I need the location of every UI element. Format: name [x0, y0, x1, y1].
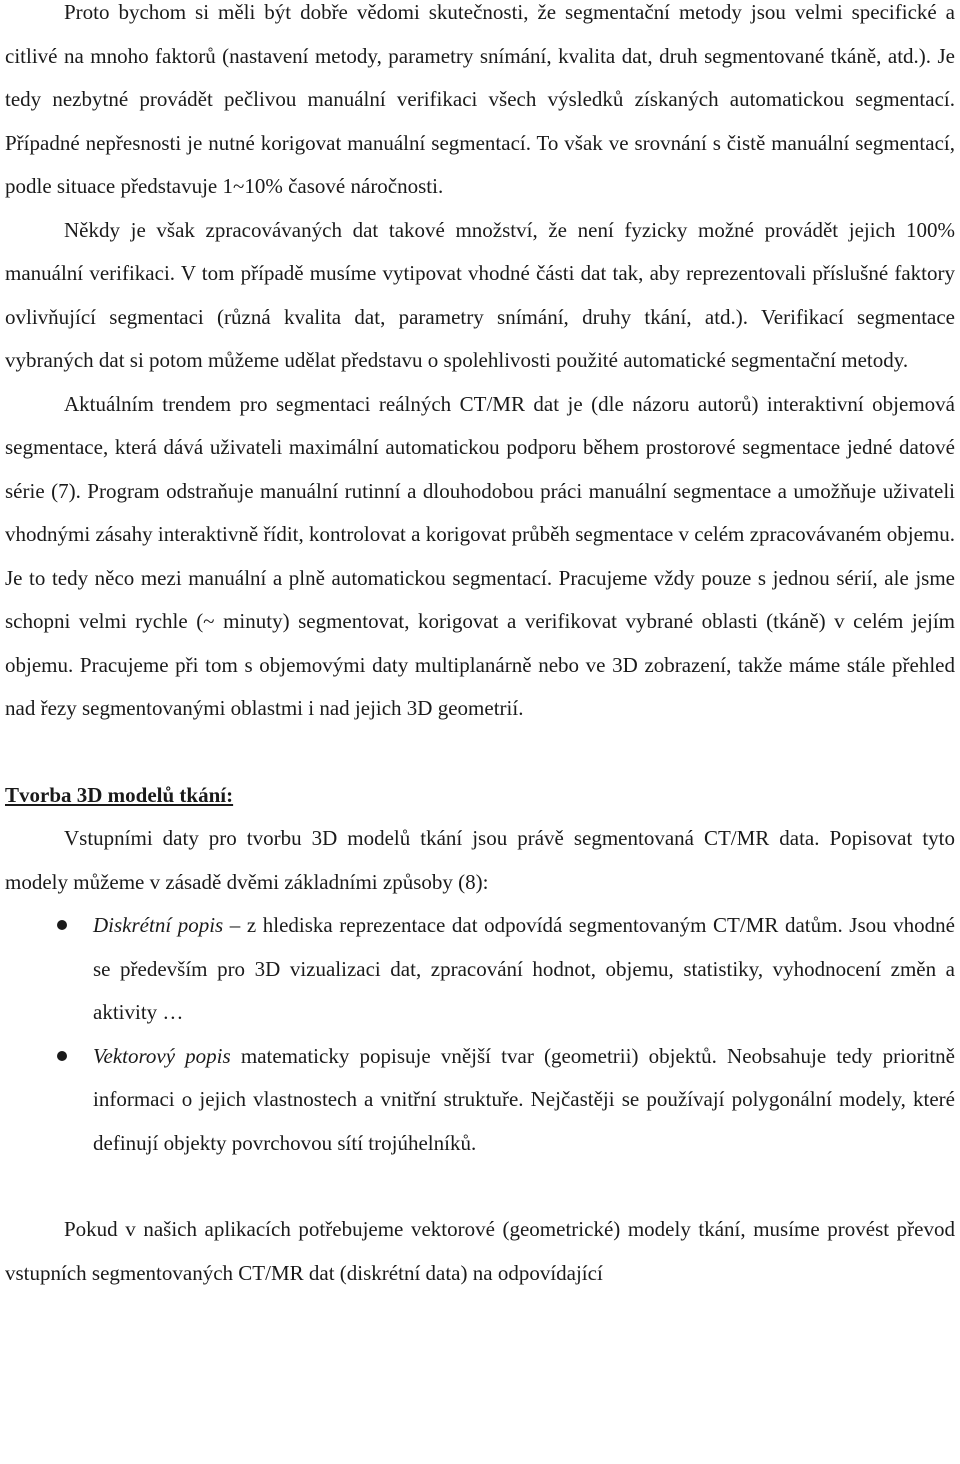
bullet-icon	[57, 920, 67, 930]
list-item	[5, 904, 955, 1035]
document-page	[5, 0, 955, 1295]
list-item-term: Diskrétní popis	[93, 913, 224, 937]
paragraph-vector-conversion: Pokud v našich aplikacích potřebujeme vektorové (geometrické) modely tkání, musíme provést převod vstupních segmentovaných CT/MR dat (diskrétní data) na odpovídající	[5, 1217, 955, 1285]
list-item-text: – z hlediska reprezentace dat odpovídá segmentovaným CT/MR datům. Jsou vhodné se především pro 3D vizualizaci dat, zpracování hodnot, objemu, statistiky, vyhodnocení změn a aktivity …	[93, 913, 955, 1024]
paragraph-partial-verification: Někdy je však zpracovávaných dat takové množství, že není fyzicky možné provádět jejich 100% manuální verifikaci. V tom případě musíme vytipovat vhodné části dat tak, aby reprezentovali příslušné faktory ovlivňující segmentaci (různá kvalita dat, parametry snímání, druhy tkání, atd.). Verifikací segmentace vybraných dat si potom můžeme udělat představu o spolehlivosti použité automatické segmentační metody.	[5, 217, 955, 372]
section-heading: Tvorba 3D modelů tkání:	[5, 782, 234, 807]
paragraph-interactive-segmentation: Aktuálním trendem pro segmentaci reálných CT/MR dat je (dle názoru autorů) interaktivní objemová segmentace, která dává uživateli maximální automatickou podporu během prostorové segmentace jedné datové série (7). Program odstraňuje manuální rutinní a dlouhodobou práci manuální segmentace a umožňuje uživateli vhodnými zásahy interaktivně řídit, kontrolovat a korigovat průběh segmentace v celém zpracovávaném objemu. Je to tedy něco mezi manuální a plně automatickou segmentací. Pracujeme vždy pouze s jednou sérií, ale jsme schopni velmi rychle (~ minuty) segmentovat, korigovat a verifikovat vybrané oblasti (tkáně) v celém jejím objemu. Pracujeme při tom s objemovými daty multiplanárně nebo ve 3D zobrazení, takže máme stále přehled nad řezy segmentovanými oblastmi i nad jejich 3D geometrií.	[5, 391, 955, 720]
list-item-term: Vektorový popis	[93, 1043, 231, 1068]
list-item-text: matematicky popisuje vnější tvar (geometrii) objektů. Neobsahuje tedy prioritně informaci o jejich vlastnostech a vnitřní struktuře. Nejčastěji se používají polygonální modely, které definují objekty povrchovou sítí trojúhelníků.	[93, 1043, 955, 1155]
model-description-list	[5, 904, 955, 1165]
list-item	[5, 1035, 955, 1166]
bullet-icon	[57, 1051, 67, 1061]
paragraph-model-input: Vstupními daty pro tvorbu 3D modelů tkání jsou právě segmentovaná CT/MR data. Popisovat tyto modely můžeme v zásadě dvěmi základními způsoby (8):	[5, 826, 955, 894]
paragraph-segmentation-verification: Proto bychom si měli být dobře vědomi skutečnosti, že segmentační metody jsou velmi specifické a citlivé na mnoho faktorů (nastavení metody, parametry snímání, kvalita dat, druh segmentované tkáně, atd.). Je tedy nezbytné provádět pečlivou manuální verifikaci všech výsledků získaných automatickou segmentací. Případné nepřesnosti je nutné korigovat manuální segmentací. To však ve srovnání s čistě manuální segmentací, podle situace představuje 1~10% časové náročnosti.	[5, 0, 955, 198]
